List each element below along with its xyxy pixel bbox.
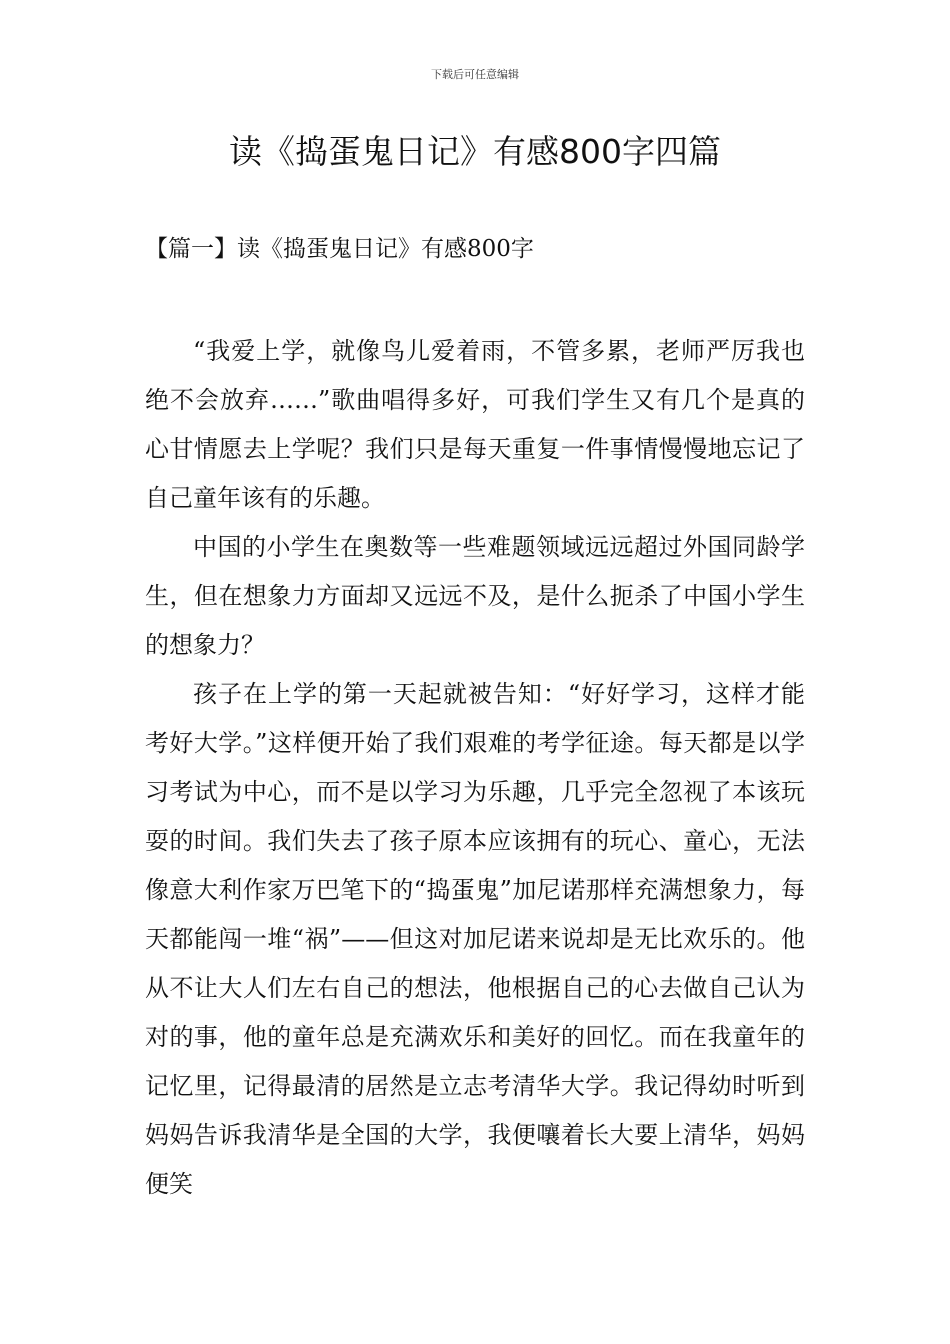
paragraph-1: “我爱上学，就像鸟儿爱着雨，不管多累，老师严厉我也绝不会放弃……”歌曲唱得多好，可我们学生又有几个是真的心甘情愿去上学呢？我们只是每天重复一件事情慢慢地忘记了自己童年该有的乐趣。 [145,337,805,512]
header-note: 下载后可任意编辑 [431,68,519,81]
body-text [145,327,805,1209]
paragraph-3: 孩子在上学的第一天起就被告知：“好好学习，这样才能考好大学。”这样便开始了我们艰难的考学征途。每天都是以学习考试为中心，而不是以学习为乐趣，几乎完全忽视了本该玩耍的时间。我们失去了孩子原本应该拥有的玩心、童心，无法像意大利作家万巴笔下的“捣蛋鬼”加尼诺那样充满想象力，每天都能闯一堆“祸”——但这对加尼诺来说却是无比欢乐的。他从不让大人们左右自己的想法，他根据自己的心去做自己认为对的事，他的童年总是充满欢乐和美好的回忆。而在我童年的记忆里，记得最清的居然是立志考清华大学。我记得幼时听到妈妈告诉我清华是全国的大学，我便嚷着长大要上清华，妈妈便笑 [145,680,805,1198]
paragraph-2: 中国的小学生在奥数等一些难题领域远远超过外国同龄学生，但在想象力方面却又远远不及，是什么扼杀了中国小学生的想象力？ [145,533,805,659]
document-title: 读《捣蛋鬼日记》有感800字四篇 [229,132,721,171]
section-heading: 【篇一】读《捣蛋鬼日记》有感800字 [145,236,534,262]
